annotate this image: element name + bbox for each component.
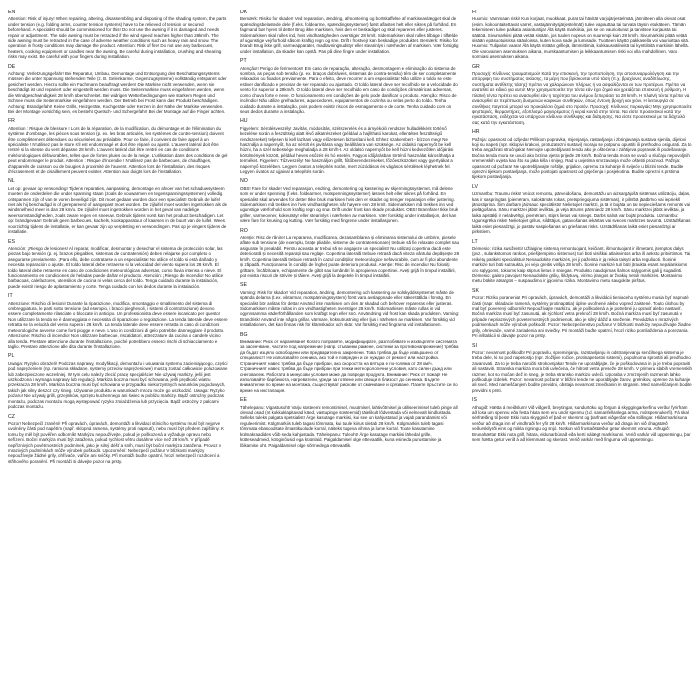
language-section-pl [8, 354, 228, 409]
language-section-fr [8, 119, 228, 174]
language-section-ee [240, 398, 460, 448]
warning-text: Внимание: Риск от нараняване! Когато поправяте, модифицирате, разглобявате и изхвърляте системата за засенчване, частите под напрежение (напр. сгъваеми рамене, системи за противонапрежение) трябва да бъдат изцяло освободени или предварително закрепени. Това трябва да бъде извършено от специалист! Не използвайте сенника, ако той е повреден и се нуждае от ремонт или настройка. Страничният навес трябва да бъде прибран, ако скоростта на вятъра е по-голяма от 28 км/ч. Страничният навес трябва да бъде прибран при тежки метеорологични условия, като силен дъжд или снеговалеж. Работата в минусови условия може да повреди продукта. Внимание: Риск от пожар! Не използвайте барбекюта, нагреватели, уреди за готвене или свещи в близост до сенника. Бъдете внимателни по време на монтажа, съществуват рискове от смачкване и срязване. Пазете пръстите си по време на инсталация. [240, 339, 459, 393]
warning-text: Atenção!! Perigo de ferimentos!! Em caso de reparação, alteração, desmontagem e eliminação do sistema de sombra, as peças sob tensão (p. ex. braços dobráveis, sistemas de contra-tensão) têm de ser completamente relaxados ou fixados previamente. Para o efeito, deve recorrer a um especialista! Não utilize o toldo se este estiver danificado e precisar de ser reparado ou ajustado. O toldo lateral deve ser recolhido se a velocidade do vento for superior a 28km/h. O toldo lateral deve ser recolhido em caso de condições climatéricas adversas, como chuva forte e neve. O funcionamento em condições de gelo pode danificar o produto. Atenção: Risco de incêndio! Não utilize grelhadores, aquecedores, equipamentos de cozinha ou velas perto do toldo. Tenha cuidado durante a instalação, pois podem existir riscos de esmagamento e de corte. Tenha cuidado com os seus dedos durante a instalação. [240, 65, 458, 114]
language-code: SK [472, 287, 479, 294]
warning-text: Atenție: Risc de rănire! La repararea, modificarea, dezasamblarea și eliminarea sistemului de umbrire, piesele aflate sub tensiune (de exemplu, brațe pliabile, sisteme de contratensionare) trebuie să fie relaxate complet sau asigurate în prealabil. Pentru aceasta ar trebui să se angajeze un specialist! Nu utilizați copertina dacă este deteriorată și necesită reparații sau reglaje. Copertina laterală trebuie retrasă dacă viteza vântului depășește 28 km/h. Copertina laterală trebuie retrasă în cazul condițiilor meteorologice nefavorabile, cum ar fi ploi abundente și zăpadă. Funcționarea în condiții de îngheț poate deteriora produsul. Atenție: Risc de incendiu! Nu folosiți grătare, încălzitoare, echipamente de gătit sau lumânări în apropierea copertinei. Aveți grijă în timpul instalării, pot exista riscuri de strivire și tăiere. Aveți grijă la degetele în timpul instalării. [240, 235, 460, 279]
language-code: FI [472, 10, 477, 15]
warning-text: Varning: Risk för skador! Vid reparation, ändring, demontering och kassering av solskyddssystemet måste de spända delarna (t.ex. viktarmar, motspänningssystem) först vara avslappnade eller säkerställda i förväg. En specialist bör anlitas för detta! Använd inte markisen om den är skadad och behöver repareras eller justeras. Sidomarkisen måste rullas in om vindhastigheten överstiger 28 km/h. Sidomarkisen måste rullas in vid ogynnsamma väderförhållanden som kraftigt regn eller snö. Användning vid frost kan skada produkten. Varning: Brandrisk! Använd inte några grillar, värmare, köksutrustning eller ljus i närheten av markisen. Var försiktig vid installationen, det kan finnas risk för klämskador och skär. Var försiktig med fingrarna vid installationen. [240, 289, 460, 328]
language-code: PL [8, 353, 15, 360]
language-section-si [472, 344, 692, 394]
language-section-hr [472, 130, 692, 180]
language-section-hu [240, 119, 460, 174]
warning-text: Attention: Risk of injury! When repairing, altering, disassembling and disposing of the shading system, the parts under tension (e.g. folding arms, counter tension systems) have to be relieved of tension or secured beforehand. A specialist should be commissioned for this! Do not use the awning if it is damaged and needs repair or adjustment. The side awning must be retracted if the wind speed reaches higher than 28km/h. The side awning must be retracted in the case of adverse weather conditions such as heavy rain and snow. The operation in frosty conditions may damage the product. Attention: Risk of fire! Do not use any barbecues, heaters, cooking equipment or candles near the awning. Be careful during installation, crushing and shearing risks may exist. Be careful with your fingers during installation. [8, 16, 227, 60]
language-section-se [240, 283, 460, 327]
warning-text: Let op: gevaar op verwonding! Tijdens reparaties, aanpassing, demontage en afvoer van het schaduwsysteem moeten de onderdelen die onder spanning staan (zoals de vouwarmen en tegenspanningssystemen) volledig ontspannen zijn of van te voren beveiligd zijn. Dit moet gedaan worden door een specialist! Gebruik de luifel niet als hij beschadigd is of gerepareerd of aangepast moet worden. De zijluifel moet worden ingetrokken als de windsnelheid meer is dan 28 km/u. De zijluifel moet ingetrokken worden in het geval van nadelige weersomstandigheden, zoals zware regen en sneeuw. Gebruik tijdens vorst kan het product beschadigen. Let op: brandgevaar! Gebruik geen barbecues, kachels, kookapparatuur of kaarsen in de buurt van de luifel. Wees voorzichtig tijdens de installatie, er kan gevaar zijn op verpletting en verwondingen. Pas op je vingers tijdens de installatie. [8, 185, 228, 235]
warning-text: Dėmesio: rizika susižeisti! Užlaiginę sistemą remontuojant, keičiant, išmontuojant ir išmetant, įtemptos dalys (pvz., sulankstomos rankos, priešįtempimo sistemos) turi būti visiškai atlaisvintos arba iš anksto pritvirtintos. Tai reikėtų patikėti specialistui! Nenaudokite markizės, jei ji pažeista ir ją reikia taisyti arba reguliuoti. Šoninė markizė turi būti sutraukta, jei vėjo greitis viršija 28 km/h. Šoninė markizė turi būti įtraukta esant nepalankioms oro sąlygoms, tokioms kaip stiprus lietus ir sniegas. Produkto naudojimas šalnos sąlygomis gali jį sugadinti. Dėmesio: gaisro pavojus! Nenaudokite grilių, šildytuvų, virimo įrangos ar žvakių netoli markizės. Montavimo metu būkite atsargūs – suspaudimo ir įpjovimo rizika. Montavimo metu saugokite pirštus. [472, 245, 691, 284]
language-code: LV [472, 183, 478, 190]
language-code: FR [8, 118, 15, 125]
language-code: EN [8, 10, 16, 15]
language-section-cz [8, 415, 228, 465]
warning-text: OBS! Fare for skade! Ved reparasjon, endring, demontering og kassering av skjermingssystemet, må delene som er under spenning (f.eks. foldearmer, motspenningssystemer) løsnes helt eller sikres på forhånd. En spesialist skal anvendes for dette! Ikke bruk markisen hvis den er skadet og trenger reparasjon eller justering. Sidemarkisen må trekkes inn hvis vindhastigheten når høyere enn 28 km/t. Sidemarkisen må trekkes inn ved ugunstige værforhold som kraftig regn og snø. Drift under frost kan skade produktet. OBS! Brannfare! Ikke bruk griller, varmeovner, kokeutstyr eller stearinlys i nærheten av markisen. Vær forsiktig under installasjon, det kan være fare for knusing og kutting. Vær forsiktig med fingrene under installasjonen. [240, 185, 459, 224]
warning-text: Atención: ¡Riesgo de lesiones! Al reparar, modificar, desmontar y desechar el sistema de protección solar, las piezas bajo tensión (p. ej. brazos plegables, sistemas de contratensión) deben relajarse por completo o asegurarse previamente. ¡Para ello, debe contratarse a un especialista! No utilice el toldo si está dañado y necesita reparación o ajuste. El toldo lateral debe retraerse si la velocidad del viento supera los 28 km/h. El toldo lateral debe retraerse en caso de condiciones meteorológicas adversas, como lluvia intensa o nieve. El funcionamiento en condiciones de heladas puede dañar el producto. Atención: ¡Riesgo de incendio! No utilice barbacoas, calefactores, utensilios de cocina ni velas cerca del toldo. Tenga cuidado durante la instalación, puede existir riesgo de aplastamiento y corte. Tenga cuidado con los dedos durante la instalación. [8, 245, 224, 289]
language-section-bg [240, 333, 460, 394]
language-section-dk [240, 10, 460, 54]
language-code: RO [240, 227, 248, 234]
warning-text: Achtung: Verletzungsgefahr! Bei Reparatur, Umbau, Demontage und Entsorgung des Beschattungssystems müssen die unter Spannung stehenden Teile (z. B. Gelenkarme, Gegenzugsysteme) vollständig entspannt oder gesichert werden. Hierzu sollte ein Fachmann beauftragt werden! Die Markise nicht verwenden, wenn sie beschädigt ist und repariert oder eingestellt werden muss. Die Seitenmarkise muss eingefahren werden, wenn die Windgeschwindigkeit 28 km/h überschreitet. Bei widrigen Wetterbedingungen wie starkem Regen und Schnee muss die Seitenmarkise eingefahren werden. Der Betrieb bei Frost kann das Produkt beschädigen. Achtung: Brandgefahr! Keine Grills, Heizgeräte, Kochgeräte oder Kerzen in der Nähe der Markise verwenden. Bei der Montage vorsichtig sein, es besteht Quetsch- und Schergefahr! Bei der Montage auf die Finger achten. [8, 71, 227, 114]
language-code: SE [240, 282, 247, 289]
language-section-lv [472, 185, 692, 235]
language-section-en [8, 10, 228, 60]
warning-text: Bemærk: Risiko for skader! Ved reparation, ændring, afmontering og bortskaffelse af markiseanlægget skal de spændingsbelastede dele (f.eks. foldearme, spændingssystemer) først aflastes helt eller sikres på forhånd. En fagmand bør hyres til dette! Brug ikke markisen, hvis den er beskadiget og skal repareres eller justeres. Sidemarkisen skal rulles ind, hvis vindhastigheden overstiger 28 km/t. Sidemarkisen skal rulles tilbage i tilfælde af ugunstige vejrforhold såsom kraftig regn og sne. Drift i frostvejr kan beskadige produktet. Bemærk: Risiko for brand! Brug ikke grill, varmeapparater, madlavningsudstyr eller stearinlys i nærheden af markisen. Vær forsigtig under installation, da skader kan opstå. Pas på dine fingre under installation. [240, 16, 459, 54]
language-code: NO [240, 178, 248, 185]
language-section-it [8, 294, 228, 349]
language-code: HU [240, 118, 248, 125]
language-section-is [472, 398, 692, 442]
language-section-fi [472, 10, 692, 60]
warning-text: Uwaga: Ryzyko obrażeń! Podczas naprawy, modyfikacji, demontażu i usuwania systemu zacieniającego, części pod naprężeniem (np. ramiona składane, systemy przeciw naprężeniowe) muszą zostać całkowicie poluzowane lub zabezpieczone wcześniej. W tym celu należy zlecić pracę specjaliście! Nie używaj markizy, jeśli jest uszkodzona i wymaga naprawy lub regulacji. Markiza boczna musi być schowana, jeśli prędkość wiatru przekracza 28 km/h. Markiza boczna musi być schowana w przypadku niekorzystnych warunków pogodowych, takich jak silny deszcz czy śnieg. Używanie produktu w warunkach mrozu może go uszkodzić. Uwaga: Ryzyko pożaru! Nie używaj grilli, grzejników, sprzętu kuchennego ani świec w pobliżu markizy. Bądź ostrożny podczas montażu, podczas montażu mogą występować ryzyko zmiażdżenia lub przycięcia. Bądź ostrożny z palcami podczas montażu. [8, 360, 228, 410]
warning-text: Pozor: Riziko poranenia! Pri opravách, úpravách, demontáži a likvidácii tieniaceho systému musia byť napnuté časti (napr. skladacie ramená, systémy protinapätia) úplne uvoľnené alebo vopred zaistené. Touto úlohou by mal byť poverený odborník! Nepoužívajte markízu, ak je poškodená a je potrebné ju opraviť alebo nastaviť. Bočná markíza musí byť zasunutá, ak rýchlosť vetra prekročí 28 km/h. Bočná markíza musí byť zasunutá v prípade nepriaznivých poveternostných podmienok, ako je silný dážď a sneženie. Prevádzka v mrazivých podmienkach môže výrobok poškodiť. Pozor: Nebezpečenstvo požiaru! V blízkosti markízy nepoužívajte žiadne grily, ohrievače, varné zariadenia ani sviečky. Pri montáži buďte opatrní, hrozí riziko pomliaždenia a porezania. Pri inštalácii si dávajte pozor na prsty. [472, 295, 691, 339]
language-section-es [8, 240, 228, 290]
language-section-ro [240, 229, 460, 279]
language-code: EE [240, 397, 247, 404]
warning-text: Huomio: Vammaan riski! Kun korjaat, muokkaat, purat tai hävität varjojärjestelmää, jännitteen alla olevat osat (esim. kokoontaitettavat varret, vastajännitysjärjestelmät) tulee vapauttaa tai turvata täysin etukäteen. Tämän tekemiseen tulee palkata asiantuntija! Älä käytä markiisia, jos se on vaurioitunut ja tarvitsee korjausta tai säätöä. Sivumarkiisi pitää vetää sisään, jos tuulen nopeus on suurempi kuin 28 km/h. Sivumarkiisi pitää vetää sisään epäsuotuisissa sääoloissa, kuten kova sade ja lumisade. Tuotteen käyttö pakkasella voi vaurioittaa sitä. Huomio: Tulipalon vaara! Älä käytä mitään grillejä, lämmittimiä, kokkausvälineitä tai kynttilöitä markiisin lähellä. Ole varovainen asennuksen aikana, murskaantumisen ja leikkaantumisen riski voi olla mahdollinen. Varo sormiasi asennuksen aikana. [472, 16, 690, 60]
language-section-pt [240, 59, 460, 114]
warning-text: Προσοχή: Κίνδυνος τραυματισμού! Κατά την επισκευή, την τροποποίηση, την αποσυναρμολόγηση και την απόρριψη του συστήματος σκίασης, τα μέρη που βρίσκονται υπό τάση (π.χ. βραχίονες αναδίπλωσης, συστήματα αντίθετης τάσης) πρέπει να χαλαρώνουν πλήρως ή να ασφαλίζονται εκ των προτέρων. Πρέπει να ανατεθεί σε ειδικό για αυτό! Μην χρησιμοποιείτε την τέντα εάν έχει ζημιά και χρειάζεται επισκευή ή ρύθμιση. Η πλαϊνή τέντα πρέπει να ανασυρθεί εάν η ταχύτητα του ανέμου ξεπεράσει τα 28 km/h. Η πλαϊνή τέντα πρέπει να ανασυρθεί σε περίπτωση δυσμενών καιρικών συνθηκών, όπως έντονη βροχή και χιόνι. Η λειτουργία σε συνθήκες παγετού μπορεί να προκαλέσει ζημιά στο προϊόν. Προσοχή: Κίνδυνος πυρκαγιάς! Μην χρησιμοποιείτε ψησταριές, θερμαντήρες, εξοπλισμό μαγειρέματος ή κεριά κοντά στην τέντα. Να είστε προσεκτικοί κατά την εγκατάσταση, ενδέχεται να υπάρχουν κίνδυνοι σύνθλιψης και διάτμησης. Να είστε προσεκτικοί με τα δάχτυλά σας κατά την εγκατάσταση. [472, 71, 692, 125]
language-code: ES [8, 238, 15, 245]
language-code: LT [472, 238, 478, 245]
language-code: HR [472, 129, 480, 136]
warning-text: Athugið: Hætta á meiðslum! Við viðgerð, breytingar, sundurtöku og förgun á skyggingarkerfinu verður fyrirfram að losa um spennu eða festa hluta sem eru undir spennu (t.d. samanfellanlega arma, mótspennukerfi). Fá skal sérfræðing til þess! Ekki nota skyggnið ef það er skemmt og þarfnast viðgerðar eða stillingar. Hliðarmarkísuna verður að draga inn ef vindhraði fer yfir 28 km/h. Hliðarmarkísuna verður að draga inn við óhagstæð veðurskilyrði eins og mikla rigningu og snjó. Notkun við frostaðstæður getur skemmt vöruna. Athugið: Brunahætta! Ekki nota grill, hitara, eldunarbúnað eða kerti nálægt markísunni. Verið varkár við uppsetningu, þar sem hætta getur verið á að klemmast og skerast. Verið varkár með fingurna við uppsetningu. [472, 404, 691, 443]
language-code: DK [240, 10, 248, 15]
warning-text: Uzmanību: Traumu risks! Veicot remontu, pārveidošanu, demontāžu un aizsargājošā sistēmas utilizāciju, daļas, kas ir saspringtas (piemēram, salokāmās rokas, pretspriegojuma sistēmas), ir pilnībā jāatbrīvo vai iepriekš jānostiprina. Šim darbam jāizsauc speciālists! Nelietojiet markīzi, ja tā ir bojāta un tai nepieciešams remonts vai pielāgošana. Sānu markīzei jābūt ievilktai, ja vēja ātrums pārsniedz 28 km/h. Sānu markīzei jābūt ievilktai, ja laika apstākļi ir nelabvēlīgi, piemēram, stiprs lietus vai sniegs. Darbs salnā var bojāt produktu. Uzmanību: Ugunsgrēka risks! Nelietojiet grilus, sildītājus, gatavošanas iekārtas vai sveces markīzes tuvumā. Uzstādīšanas laikā esiet piesardzīgi, jo pastāv saspiešanas un griešanas risks. Uzstādīšanas laikā esiet piesardzīgi ar pirkstiem. [472, 191, 691, 235]
language-code: CZ [8, 413, 15, 420]
language-section-lt [472, 240, 692, 284]
language-section-sk [472, 289, 692, 339]
language-code: IT [8, 293, 13, 300]
language-section-no [240, 179, 460, 223]
column-right [472, 10, 692, 694]
language-code: NL [8, 178, 15, 185]
warning-text: Attention : Risque de blessure ! Lors de la réparation, de la modification, du démontage et de l'élimination du système d'ombrage, les pièces sous tension (p. ex. les bras articulés, les systèmes de contre-tension) doivent être complètement détendues ou sécurisées au préalable. Pour ce faire, il convient de faire appel à un spécialiste ! N'utilisez pas le store s'il est endommagé et doit être réparé ou ajusté. L'auvent latéral doit être rentré si la vitesse du vent dépasse 28 km/h. L'auvent latéral doit être rentré en cas de conditions météorologiques défavorables, telles que de fortes pluies ou de la neige. L'utilisation dans des conditions de gel peut endommager le produit. Attention : Risque d'incendie ! N'utilisez pas de barbecues, de chauffages, d'appareils de cuisson ou de bougies à proximité de l'auvent. Attention lors de l'installation, des risques d'écrasement et de cisaillement peuvent exister. Attention aux doigts lors de l'installation. [8, 125, 228, 175]
language-code: PT [240, 58, 247, 65]
language-code: SI [472, 342, 477, 349]
language-section-nl [8, 179, 228, 234]
language-section-gr [472, 65, 692, 126]
warning-text: Pozor! Nebezpečí zranění! Při opravách, úpravách, demontáži a likvidaci stínicího systému musí být nejprve uvolněny části pod napětím (např. sklopná ramena, systémy proti napnutí), nebo musí být předem zajištěny. K tomu by měl být pověřen odborník! Markýzu nepoužívejte, pokud je poškozená a vyžaduje opravu nebo seřízení. Boční markýza musí být zatažena, pokud rychlost větru dosáhne více než 28 km/h. V případě nepříznivých povětrnostních podmínek, jako je silný déšť a sníh, musí být boční markýza zatažena. Provoz v mrazivých podmínkách může výrobek poškodit. Upozornění: Nebezpečí požáru! V blízkosti markýzy nepoužívejte žádné grily, ohřívače, vařiče ani svíčky. Při montáži buďte opatrní, hrozí nebezpečí rozdrcení a střihového poranění. Při montáži si dávejte pozor na prsty. [8, 420, 224, 464]
language-code: DE [8, 63, 16, 70]
warning-text: Pozor: nevarnost poškodb! Pri popravilu, spreminjanju, razstavljanju in odstranjevanju senčilnega sistema je treba dele, ki so pod napetostjo (npr. zložljive ročice, protinapetostni sistemi), popolnoma sprostiti ali predhodno zavarovati. Za to je treba naročiti strokovnjaka! Tende ne uporabljajte, če je poškodovana in jo je treba popraviti ali nastaviti. Stranska markiza mora biti uvlečena, če hitrost vetra preseže 28 km/h. V primeru slabih vremenskih razmer, kot so močan dež in sneg, je treba stransko markizo uvleči. Uporaba v zmrznjenih razmerah lahko poškoduje izdelek. Pozor: nevarnost požara! V bližini tende ne uporabljajte žarov, grelnikov, opreme za kuhanje ali sveč. Med nameščanjem bodite previdni, obstaja nevarnost zmečkanin in strganin. Med nameščanjem bodite previdni s prsti. [472, 349, 692, 393]
warning-text: Figyelem: Sérülésveszély! Javítás, módosítás, szétszerelés és a árnyékoló rendszer hulladékként történő kezelése során a feszültség alatt lévő alkatrészeket (például a hajlítható karokat, ellentétes feszültségű rendszereket) teljesen ki kell lazítani vagy előzetesen biztosítani kell. Ehhez szakembert ‑ bízzon meg! Ne használja a napernyőt, ha az sérült és javításra vagy beállításra van szüksége. Az oldalsó napernyőt be kell húzni, ha a szél sebessége meghaladja a 28 km/h-t. Az oldalsó napernyőt be kell húzni kedvezőtlen időjárási körülmények között, például heves esőzés és hó esetén. Fagyos időjárásban történő használat károsíthatja a terméket. Figyelem: Tűzveszély! Ne használjon grillt, fűtőberendezéseket, főzőeszközöket vagy gyertyákat a napernyő közelében. Legyen óvatos a telepítés során, mert zúzódásos és vágásos sérülések léphetnek fel. Legyen óvatos az ujjaival a telepítés során. [240, 125, 455, 175]
warning-text: Attenzione: Rischio di lesioni! Durante la riparazione, modifica, smontaggio e smaltimento del sistema di ombreggiatura, le parti sotto tensione (ad esempio, i bracci pieghevoli, i sistemi di controtrazione) devono essere completamente rilasciate o bloccate in anticipo. Un professionista deve essere incaricato per questo! Non utilizzare la tenda se è danneggiata e necessita di riparazione o regolazione. La tenda laterale deve essere retratta se la velocità del vento supera i 28 km/h. La tenda laterale deve essere retratta in caso di condizioni meteorologiche avverse come forti piogge e neve. L'uso in condizioni di gelo potrebbe danneggiare il prodotto. Attenzione: Rischio di incendio! Non utilizzare barbecue, riscaldatori, attrezzature da cucina o candele vicino alla tenda. Prestare attenzione durante l'installazione, poiché potrebbero esserci rischi di schiacciamento e taglio. Prestare attenzione alle dita durante l'installazione. [8, 300, 228, 349]
column-middle [240, 10, 460, 694]
language-section-de [8, 65, 228, 115]
language-code: IS [472, 397, 477, 404]
language-code: BG [240, 331, 248, 338]
warning-text: Pažnja: opasnost od ozljeda! Prilikom popravka, mijenjanja, rastavljanja i zbrinjavanja sustava sjenila, dijelovi koji su napeti (npr. sklopivi krakovi, protuzatezni sustavi) moraju se potpuno opustiti ili prethodno osigurati. Za to treba angažirati stručnjaka! Nemojte upotrebljavati tendu ako je oštećena i zahtijeva popravak ili podešavanje. Bočna tenda mora se uvući ako brzina vjetra prijeđe 28 km/h. Bočna tenda mora se uvući u slučaju nepovoljnih vremenskih uvjeta kao što su jaka kiša i snijeg. Rad u uvjetima smrzavanja može oštetiti proizvod. Pažnja: opasnost od požara! Ne upotrebljavajte roštilje, grijalice, opremu za kuhanje ili svijeće u blizini tende. Budite oprezni tijekom postavljanja, može postojati opasnost od gnječenja i posjekotina. Budite oprezni s prstima tijekom postavljanja. [472, 136, 692, 180]
column-left [8, 10, 228, 694]
language-code: GR [472, 63, 480, 70]
warning-text: Tähelepanu: Vigastusoht! Varju süsteemi remontimisel, muutmisel, lahtivõtmisel ja utiliseerimisel tuleb pinge all olevad osad (nt kokkuklapitavad käed, vastupinge süsteemid) täielikult lõdvestada või eelnevalt kindlustada. Selleks tuleks palgata spetsialist! Ärge kasutage markiisi, kui see on kahjustatud ja vajab parandamist või reguleerimist. Külgmarkiis tuleb tagasi tõmmata, kui tuule kiirus ületab 28 km/h. Külgmarkiis tuleb tagasi tõmmata ebasoodsate ilmastikuolude korral, näiteks tugeva vihma ja lume korral. Toote kasutamine külmakraadides võib seda kahjustada. Tähelepanu: Tuleoht! Ärge kasutage markiisi lähedal grille, kütteseadmeid, kööginõusid ega küünlaid. Paigaldamisel olge ettevaatlik, kuna esineda purustamise ja lõikamise oht. Paigaldamisel olge sõrmedega ettevaatlik. [240, 404, 458, 448]
